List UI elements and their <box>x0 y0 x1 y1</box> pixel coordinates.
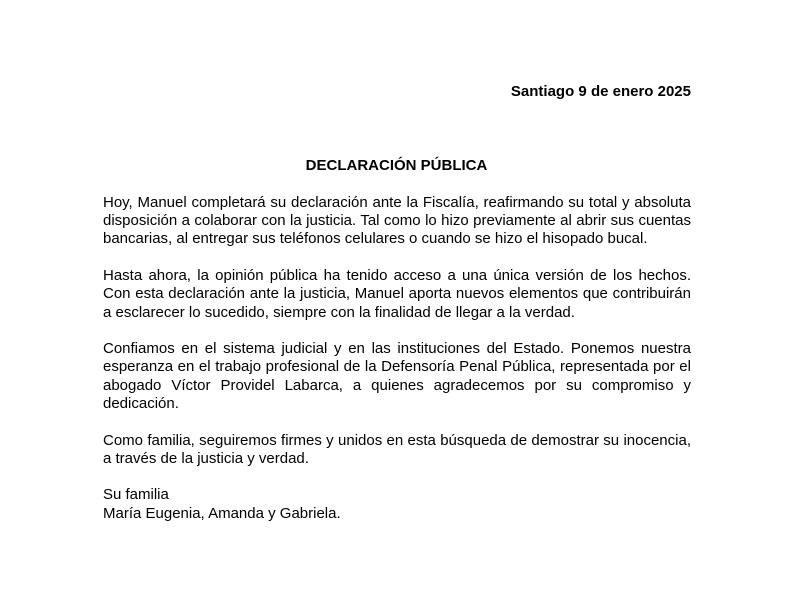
paragraph-trust: Confiamos en el sistema judicial y en las instituciones del Estado. Ponemos nuestra esperanza en el trabajo profesional de la Defensoría Penal Pública, representada por el abogado Víctor Providel Labarca, a quienes agradecemos por su compromiso y dedicación. <box>103 340 691 412</box>
signature-line-family: Su familia <box>103 486 169 504</box>
signature-line-names: María Eugenia, Amanda y Gabriela. <box>103 504 341 522</box>
document-body <box>103 194 691 523</box>
document-title: DECLARACIÓN PÚBLICA <box>305 157 488 174</box>
paragraph-declaration: Hoy, Manuel completará su declaración ante la Fiscalía, reafirmando su total y absoluta disposición a colaborar con la justicia. Tal como lo hizo previamente al abrir sus cuentas bancarias, al entregar sus teléfonos celulares o cuando se hizo el hisopado bucal. <box>103 194 691 248</box>
paragraph-public-opinion: Hasta ahora, la opinión pública ha tenido acceso a una única versión de los hechos. Con esta declaración ante la justicia, Manuel aporta nuevos elementos que contribuirán a esclarecer lo sucedido, siempre con la finalidad de llegar a la verdad. <box>103 267 691 321</box>
document-date: Santiago 9 de enero 2025 <box>510 83 691 100</box>
paragraph-family: Como familia, seguiremos firmes y unidos en esta búsqueda de demostrar su inocencia, a través de la justicia y verdad. <box>103 431 691 467</box>
signature-block <box>103 486 691 522</box>
